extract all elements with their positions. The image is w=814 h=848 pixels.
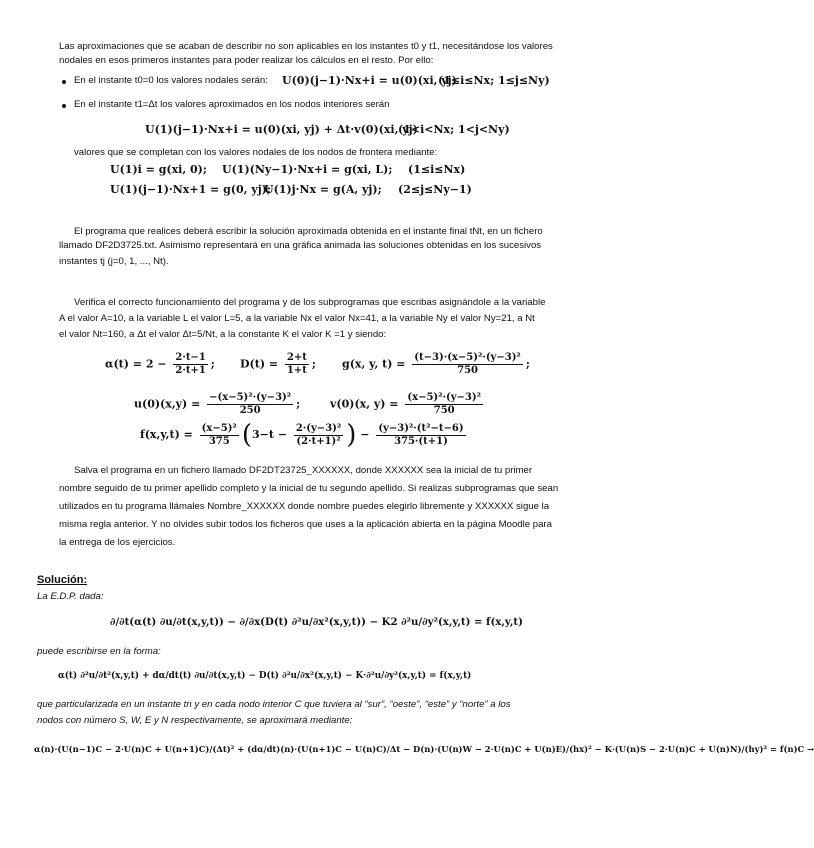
f-second-numerator: 2·(y−3)² xyxy=(295,422,342,434)
left-paren: ( xyxy=(241,420,252,450)
v0-fraction xyxy=(405,392,483,417)
paragraph-4-line-1: Salva el programa en un fichero llamado DF2DT23725_XXXXXX, donde XXXXXX sea la inicial de tu primer xyxy=(74,465,533,476)
v0-lhs: v(0)(x, y) = xyxy=(330,397,399,411)
f-first-numerator: (x−5)² xyxy=(201,422,237,434)
bullet-marker xyxy=(62,104,66,108)
bullet-2-condition: (1<i<Nx; 1<j<Ny) xyxy=(398,123,510,136)
f-first-fraction xyxy=(200,423,239,448)
g-lhs: g(x, y, t) = xyxy=(342,357,406,371)
boundary-row2-b: U(1)j·Nx = g(A, yj); xyxy=(264,183,382,196)
u0-denominator: 250 xyxy=(239,405,261,416)
paragraph-2-line-1: El programa que realices deberá escribir la solución aproximada obtenida en el instante final tNt, en un fichero xyxy=(74,226,543,237)
paragraph-3-line-1: Verifica el correcto funcionamiento del programa y de los subprogramas que escribas asignándole a la variable xyxy=(74,297,546,308)
edp-label: La E.D.P. dada: xyxy=(37,591,104,602)
g-equation: g(x, y, t) = $\frac{\text{(t−3)·(x−5)²·(y−3)²}}{750}$ ; xyxy=(342,352,530,376)
paragraph-1-line-1: Las aproximaciones que se acaban de describir no son aplicables en los instantes t0 y t1, necesitándose los valores xyxy=(59,41,553,52)
bullet-2-formula: U(1)(j−1)·Nx+i = u(0)(xi, yj) + Δt·v(0)(xi, yj) xyxy=(145,123,418,136)
f-first-denominator: 375 xyxy=(208,435,230,447)
bullet-2-text: En el instante t1=Δt los valores aproximados en los nodos interiores serán xyxy=(74,99,390,110)
u0-numerator: −(x−5)²·(y−3)² xyxy=(209,392,292,403)
f-third-fraction xyxy=(376,423,465,448)
u0-fraction xyxy=(207,392,293,417)
f-second-denominator: (2·t+1)² xyxy=(296,435,341,447)
u0-equation: u(0)(x,y) = $\frac{\text{−(x−5)²·(y−3)²}}{250}$ ; xyxy=(134,392,301,416)
paragraph-1-line-2: nodales en esos primeros instantes para poder realizar los cálculos en el resto. Por ello: xyxy=(59,55,434,66)
solution-title: Solución: xyxy=(37,574,88,586)
v0-equation xyxy=(330,392,486,417)
f-equation: f(x,y,t) = $\frac{\text{(x−5)²}}{375}$ (3−t − $\frac{\text{2·(y−3)²}}{\text{(2·t+1)²}}$ ) − $\frac{\text{(y−3)²·(t²−t−6)}}{375\cdot(t+1)}$ xyxy=(140,420,464,450)
right-paren: ) xyxy=(346,420,357,450)
alpha-equation: α(t) = 2 − $\frac{2\cdot t-1}{2\cdot t+1}$ ; xyxy=(105,352,215,376)
f-middle: 3−t − xyxy=(251,428,287,441)
discrete-equation: α(n)·(U(n−1)C − 2·U(n)C + U(n+1)C)/(Δt)² + (dα/dt)(n)·(U(n+1)C − U(n)C)/Δt − D(n)·(U(n)W − 2·U(n)C + U(n)E)/(hx)² − K·(U(n)S − 2·U(n)C + U(n)N)/(hy)² = f(n)C → xyxy=(34,744,814,754)
f-second-fraction xyxy=(294,423,343,448)
paragraph-2-line-2: llamado DF2D3725.txt. Asimismo representará en una gráfica animada las soluciones obtenidas en los sucesivos xyxy=(59,240,542,251)
paragraph-3-line-3: el valor Nt=160, a Δt el valor Δt=5/Nt, a la constante K el valor K =1 y siendo: xyxy=(59,329,387,340)
boundary-row2-a: U(1)(j−1)·Nx+1 = g(0, yj); xyxy=(110,183,271,196)
paragraph-4-line-2: nombre seguido de tu primer apellido completo y la inicial de tu segundo apellido. Si realizas subprogramas que sean xyxy=(59,483,559,494)
alpha-fraction xyxy=(173,352,207,377)
v0-numerator: (x−5)²·(y−3)² xyxy=(407,392,481,403)
f-third-numerator: (y−3)²·(t²−t−6) xyxy=(378,422,464,434)
g-denominator: 750 xyxy=(457,365,478,376)
paragraph-3-line-2: A el valor A=10, a la variable L el valor L=5, a la variable Nx el valor Nx=41, a la variable Ny el valor Ny=21, a Nt xyxy=(59,313,535,324)
alpha-lhs: α(t) = 2 − xyxy=(105,357,167,371)
f-third-denominator: 375·(t+1) xyxy=(394,435,448,447)
paragraph-2-line-3: instantes tj (j=0, 1, ..., Nt). xyxy=(59,256,169,267)
alpha-numerator: 2·t−1 xyxy=(175,352,206,363)
bullet-marker xyxy=(62,80,66,84)
v0-denominator: 750 xyxy=(433,405,455,416)
particular-line-2: nodos con número S, W, E y N respectivamente, se aproximará mediante: xyxy=(37,715,353,726)
d-denominator: 1+t xyxy=(286,365,307,376)
d-fraction xyxy=(285,352,309,377)
boundary-row1-c: (1≤i≤Nx) xyxy=(408,163,466,176)
pde-equation: ∂/∂t(α(t) ∂u/∂t(x,y,t)) − ∂/∂x(D(t) ∂²u/∂x²(x,y,t)) − K2 ∂²u/∂y²(x,y,t) = f(x,y,t) xyxy=(110,616,523,628)
boundary-row2-c: (2≤j≤Ny−1) xyxy=(398,183,472,196)
bullet-1-formula: U(0)(j−1)·Nx+i = u(0)(xi, yj) xyxy=(282,74,457,87)
bullet-1-condition: (1≤i≤Nx; 1≤j≤Ny) xyxy=(438,74,550,87)
alpha-denominator: 2·t+1 xyxy=(175,365,206,376)
paragraph-4-line-5: la entrega de los ejercicios. xyxy=(59,537,176,548)
boundary-row1-b: U(1)(Ny−1)·Nx+i = g(xi, L); xyxy=(222,163,393,176)
d-numerator: 2+t xyxy=(286,352,307,363)
u0-lhs: u(0)(x,y) = xyxy=(134,397,201,411)
paragraph-4-line-3: utilizados en tu programa llámales Nombre_XXXXXX donde nombre puedes elegirlo libremente y XXXXXX sigue la xyxy=(59,501,550,512)
boundary-intro: valores que se completan con los valores nodales de los nodos de frontera mediante: xyxy=(74,147,438,158)
pde-expanded-equation: α(t) ∂²u/∂t²(x,y,t) + dα/dt(t) ∂u/∂t(x,y,t) − D(t) ∂²u/∂x²(x,y,t) − K·∂²u/∂y²(x,y,t) = f(x,y,t) xyxy=(58,671,472,681)
particular-line-1: que particularizada en un instante tn y en cada nodo interior C que tuviera al “sur”, “oeste”, “este” y “norte” a los xyxy=(37,699,511,710)
g-fraction xyxy=(412,352,523,377)
paragraph-4-line-4: misma regla anterior. Y no olvides subir todos los ficheros que uses a la aplicación abierta en la página Moodle para xyxy=(59,519,552,530)
g-numerator: (t−3)·(x−5)²·(y−3)² xyxy=(414,352,521,363)
d-equation: D(t) = $\frac{2+t}{1+t}$ ; xyxy=(240,352,316,376)
boundary-row1-a: U(1)i = g(xi, 0); xyxy=(110,163,207,176)
rewrite-label: puede escribirse en la forma: xyxy=(37,646,161,657)
f-lhs: f(x,y,t) = xyxy=(140,428,193,441)
d-lhs: D(t) = xyxy=(240,357,279,371)
bullet-1-text: En el instante t0=0 los valores nodales serán: xyxy=(74,75,268,86)
